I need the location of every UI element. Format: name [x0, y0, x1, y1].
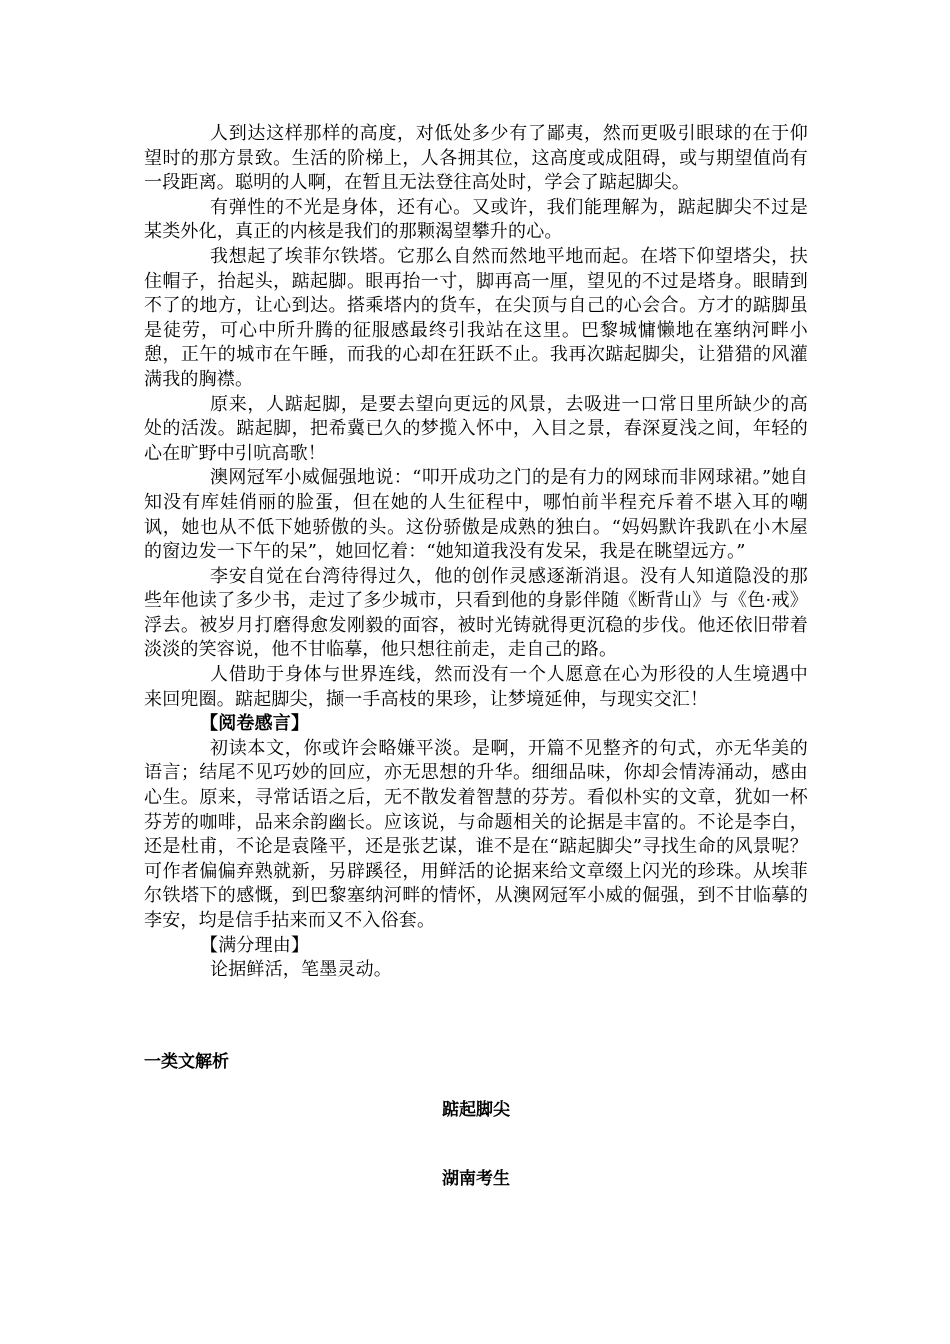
essay-paragraph-2: 有弹性的不光是身体，还有心。又或许，我们能理解为，踮起脚尖不过是某类外化，真正的内核是我们的那颗渴望攀升的心。: [144, 196, 808, 243]
document-page: [144, 122, 808, 1189]
comment-heading: 【阅卷感言】: [200, 713, 310, 735]
section-heading: 一类文解析: [144, 1052, 229, 1072]
essay-title: 踮起脚尖: [442, 1100, 510, 1120]
essay-paragraph-3: 我想起了埃菲尔铁塔。它那么自然而然地平地而起。在塔下仰望塔尖，扶住帽子，抬起头，踮起脚。眼再抬一寸，脚再高一厘，望见的不过是塔身。眼睛到不了的地方，让心到达。搭乘塔内的货车，在尖顶与自己的心会合。方才的踮脚虽是徒劳，可心中所升腾的征服感最终引我站在这里。巴黎城慵懒地在塞纳河畔小憩，正午的城市在午睡，而我的心却在狂跃不止。我再次踮起脚尖，让猎猎的风灌满我的胸襟。: [144, 245, 808, 390]
essay-paragraph-4: 原来，人踮起脚，是要去望向更远的风景，去吸进一口常日里所缺少的高处的活泼。踮起脚，把希冀已久的梦揽入怀中，入目之景，春深夏浅之间，年轻的心在旷野中引吭高歌！: [144, 393, 808, 464]
essay-paragraph-7: 人借助于身体与世界连线，然而没有一个人愿意在心为形役的人生境遇中来回兜圈。踮起脚尖，撷一手高枝的果珍，让梦境延伸，与现实交汇！: [144, 664, 808, 710]
essay-author: 湖南考生: [442, 1169, 510, 1189]
comment-text: 初读本文，你或许会略嫌平淡。是啊，开篇不见整齐的句式，亦无华美的语言；结尾不见巧妙的回应，亦无思想的升华。细细品味，你却会情涛涌动，感由心生。原来，寻常话语之后，无不散发着智慧的芬芳。看似朴实的文章，犹如一杯芬芳的咖啡，品来余韵幽长。应该说，与命题相关的论据是丰富的。不论是李白，还是杜甫，不论是袁隆平，还是张艺谋，谁不是在“踮起脚尖”寻找生命的风景呢？可作者偏偏弃熟就新，另辟蹊径，用鲜活的论据来给文章缀上闪光的珍珠。从埃菲尔铁塔下的感慨，到巴黎塞纳河畔的情怀，从澳网冠军小威的倔强，到不甘临摹的李安，均是信手拈来而又不入俗套。: [144, 737, 808, 931]
reason-text: 论据鲜活，笔墨灵动。: [210, 959, 392, 981]
essay-paragraph-6: 李安自觉在台湾待得过久，他的创作灵感逐渐消退。没有人知道隐没的那些年他读了多少书，走过了多少城市，只看到他的身影伴随《断背山》与《色·戒》浮去。被岁月打磨得愈发刚毅的面容，被时光铸就得更沉稳的步伐。他还依旧带着淡淡的笑容说，他不甘临摹，他只想往前走，走自己的路。: [144, 565, 808, 661]
essay-paragraph-1: 人到达这样那样的高度，对低处多少有了鄙夷，然而更吸引眼球的在于仰望时的那方景致。生活的阶梯上，人各拥其位，这高度或成阻碍，或与期望值尚有一段距离。聪明的人啊，在暂且无法登往高处时，学会了踮起脚尖。: [144, 123, 808, 194]
reason-heading: 【满分理由】: [200, 934, 310, 956]
essay-paragraph-5: 澳网冠军小威倔强地说：“叩开成功之门的是有力的网球而非网球裙。”她自知没有库娃俏丽的脸蛋，但在她的人生征程中，哪怕前半程充斥着不堪入耳的嘲讽，她也从不低下她骄傲的头。这份骄傲是成熟的独白。“妈妈默许我趴在小木屋的窗边发一下午的呆”，她回忆着：“她知道我没有发呆，我是在眺望远方。”: [144, 467, 808, 563]
essay-body: [144, 122, 808, 983]
